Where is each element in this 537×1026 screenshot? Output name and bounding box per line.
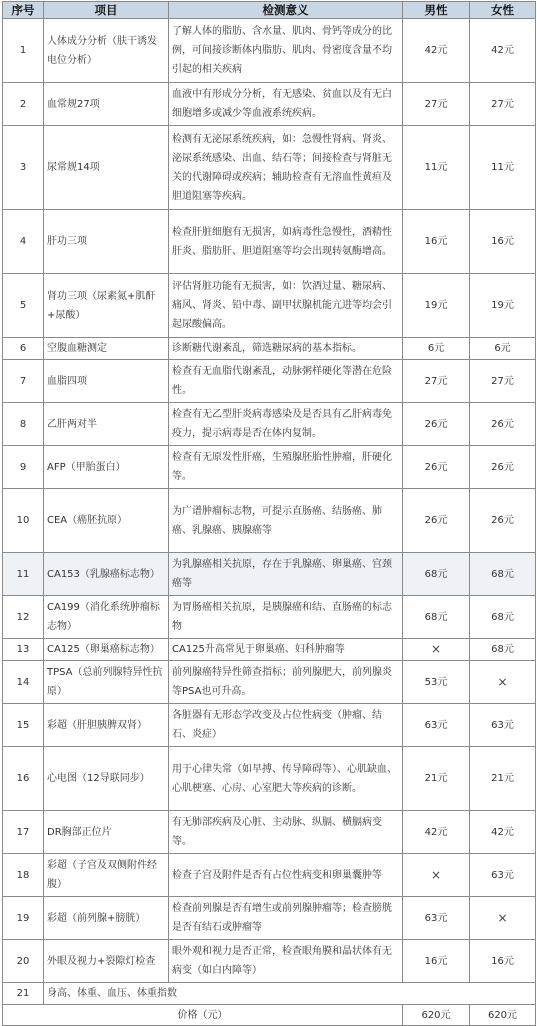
row-male-price: 21元 xyxy=(403,747,470,811)
row-item: DR胸部正位片 xyxy=(44,811,169,854)
row-no: 20 xyxy=(3,940,44,983)
table-row xyxy=(3,596,536,639)
table-row xyxy=(3,489,536,553)
row-item: 彩超（肝胆胰脾双肾） xyxy=(44,704,169,747)
checkup-price-table xyxy=(2,1,536,1026)
table-row xyxy=(3,854,536,897)
row-item: CEA（癌胚抗原） xyxy=(44,489,169,553)
row-no: 17 xyxy=(3,811,44,854)
table-row xyxy=(3,210,536,274)
row-no: 18 xyxy=(3,854,44,897)
row-female-price: 63元 xyxy=(470,704,536,747)
male-total-price: 620元 xyxy=(403,1005,470,1026)
row-female-price: 6元 xyxy=(470,338,536,360)
row-no: 1 xyxy=(3,19,44,83)
row-female-price: 63元 xyxy=(470,854,536,897)
row-no: 19 xyxy=(3,897,44,940)
row-no: 9 xyxy=(3,446,44,489)
row-item: AFP（甲胎蛋白） xyxy=(44,446,169,489)
row-meaning: 前列腺癌特异性筛查指标；前列腺肥大，前列腺炎等PSA也可升高。 xyxy=(169,661,403,704)
row-item: CA153（乳腺癌标志物） xyxy=(44,553,169,596)
row-no: 5 xyxy=(3,274,44,338)
row-female-price: 26元 xyxy=(470,446,536,489)
row-item: 人体成分分析（肤干诱发电位分析） xyxy=(44,19,169,83)
row-meaning: 为乳腺癌相关抗原，存在于乳腺癌、卵巢癌、宫颈癌等 xyxy=(169,553,403,596)
row-meaning: 检查有无血脂代谢紊乱，动脉粥样硬化等潜在危险性。 xyxy=(169,360,403,403)
row-meaning: 用于心律失常（如早搏、传导障碍等）、心肌缺血、心肌梗塞、心房、心室肥大等疾病的诊断。 xyxy=(169,747,403,811)
row-no: 2 xyxy=(3,83,44,126)
row-no: 3 xyxy=(3,126,44,210)
table-row xyxy=(3,403,536,446)
row-item: 肾功三项（尿素氮+肌酐+尿酸） xyxy=(44,274,169,338)
row-meaning: 检查有无原发性肝癌，生殖腺胚胎性肿瘤，肝硬化等。 xyxy=(169,446,403,489)
table-row xyxy=(3,811,536,854)
row-meaning: 为胃肠癌相关抗原，是胰腺癌和结、直肠癌的标志物 xyxy=(169,596,403,639)
header-male: 男性 xyxy=(403,2,470,19)
row-item: 血常规27项 xyxy=(44,83,169,126)
row-female-price: 68元 xyxy=(470,553,536,596)
row-basic-measurements-text: 身高、体重、血压、体重指数 xyxy=(44,983,536,1005)
header-item: 项目 xyxy=(44,2,169,19)
header-meaning: 检测意义 xyxy=(169,2,403,19)
table-row xyxy=(3,338,536,360)
row-male-not-applicable: × xyxy=(403,854,470,897)
row-female-price: 42元 xyxy=(470,19,536,83)
row-male-price: 63元 xyxy=(403,704,470,747)
row-item: 血脂四项 xyxy=(44,360,169,403)
row-item: CA125（卵巢癌标志物） xyxy=(44,639,169,661)
row-female-price: 26元 xyxy=(470,489,536,553)
row-male-price: 42元 xyxy=(403,19,470,83)
row-no: 4 xyxy=(3,210,44,274)
table-row xyxy=(3,19,536,83)
price-list-page xyxy=(2,1,535,1026)
table-row xyxy=(3,661,536,704)
row-meaning: 眼外观和视力是否正常，检查眼角膜和晶状体有无病变（如白内障等） xyxy=(169,940,403,983)
row-male-price: 6元 xyxy=(403,338,470,360)
table-row xyxy=(3,704,536,747)
row-no: 7 xyxy=(3,360,44,403)
row-male-price: 68元 xyxy=(403,553,470,596)
row-meaning: 检查肝脏细胞有无损害，如病毒性急慢性，酒精性肝炎、脂肪肝、胆道阻塞等均会出现转氨酶增高。 xyxy=(169,210,403,274)
row-female-price: 27元 xyxy=(470,83,536,126)
row-male-price: 26元 xyxy=(403,489,470,553)
table-footer-total-row xyxy=(3,1005,536,1026)
total-price-label: 价格（元） xyxy=(3,1005,403,1026)
row-male-price: 16元 xyxy=(403,940,470,983)
table-row xyxy=(3,83,536,126)
row-no: 15 xyxy=(3,704,44,747)
row-item: TPSA（总前列腺特异性抗原） xyxy=(44,661,169,704)
header-no: 序号 xyxy=(3,2,44,19)
row-no: 21 xyxy=(3,983,44,1005)
row-male-not-applicable: × xyxy=(403,639,470,661)
table-body xyxy=(3,19,536,1026)
row-no: 14 xyxy=(3,661,44,704)
row-meaning: 检查子宫及附件是否有占位性病变和卵巢囊肿等 xyxy=(169,854,403,897)
row-no: 10 xyxy=(3,489,44,553)
row-male-price: 63元 xyxy=(403,897,470,940)
row-meaning: 检测有无泌尿系统疾病，如：急慢性肾病、肾炎、泌尿系统感染、出血、结石等；间接检查与肾脏无关的代谢障碍或疾病；辅助检查有无溶血性黄疸及胆道阻塞等疾病。 xyxy=(169,126,403,210)
row-male-price: 26元 xyxy=(403,403,470,446)
row-female-not-applicable: × xyxy=(470,661,536,704)
table-row xyxy=(3,446,536,489)
row-male-price: 26元 xyxy=(403,446,470,489)
row-female-price: 68元 xyxy=(470,596,536,639)
row-female-not-applicable: × xyxy=(470,897,536,940)
row-female-price: 19元 xyxy=(470,274,536,338)
row-meaning: 检查有无乙型肝炎病毒感染及是否具有乙肝病毒免疫力，提示病毒是否在体内复制。 xyxy=(169,403,403,446)
row-male-price: 11元 xyxy=(403,126,470,210)
row-female-price: 27元 xyxy=(470,360,536,403)
row-male-price: 42元 xyxy=(403,811,470,854)
row-no: 6 xyxy=(3,338,44,360)
table-row xyxy=(3,747,536,811)
row-female-price: 68元 xyxy=(470,639,536,661)
row-item: 彩超（子宫及双侧附件经腹） xyxy=(44,854,169,897)
row-meaning: 有无肺部疾病及心脏、主动脉、纵膈、横膈病变等。 xyxy=(169,811,403,854)
row-female-price: 42元 xyxy=(470,811,536,854)
row-no: 16 xyxy=(3,747,44,811)
row-no: 13 xyxy=(3,639,44,661)
row-meaning: CA125升高常见于卵巢癌、妇科肿瘤等 xyxy=(169,639,403,661)
row-male-price: 16元 xyxy=(403,210,470,274)
row-item: 乙肝两对半 xyxy=(44,403,169,446)
table-row xyxy=(3,897,536,940)
row-item: 肝功三项 xyxy=(44,210,169,274)
row-item: CA199（消化系统肿瘤标志物） xyxy=(44,596,169,639)
row-female-price: 16元 xyxy=(470,210,536,274)
row-female-price: 26元 xyxy=(470,403,536,446)
row-female-price: 16元 xyxy=(470,940,536,983)
row-item: 空腹血糖测定 xyxy=(44,338,169,360)
row-no: 12 xyxy=(3,596,44,639)
row-item: 尿常规14项 xyxy=(44,126,169,210)
row-meaning: 评估肾脏功能有无损害，如：饮酒过量、糖尿病、痛风、肾炎、铅中毒、副甲状腺机能亢进等均会引起尿酸偏高。 xyxy=(169,274,403,338)
row-meaning: 了解人体的脂肪、含水量、肌肉、骨钙等成分的比例，可间接诊断体内脂肪、肌肉、骨密度含量不均引起的相关疾病 xyxy=(169,19,403,83)
female-total-price: 620元 xyxy=(470,1005,536,1026)
row-item: 彩超（前列腺+膀胱） xyxy=(44,897,169,940)
row-male-price: 68元 xyxy=(403,596,470,639)
row-no: 11 xyxy=(3,553,44,596)
row-female-price: 21元 xyxy=(470,747,536,811)
table-header-row xyxy=(3,2,536,19)
row-item: 心电图（12导联同步） xyxy=(44,747,169,811)
row-item: 外眼及视力+裂隙灯检查 xyxy=(44,940,169,983)
table-row xyxy=(3,553,536,596)
table-row xyxy=(3,940,536,983)
row-female-price: 11元 xyxy=(470,126,536,210)
row-male-price: 27元 xyxy=(403,83,470,126)
row-meaning: 为广谱肿瘤标志物，可提示直肠癌、结肠癌、肺癌、乳腺癌、胰腺癌等 xyxy=(169,489,403,553)
table-row xyxy=(3,360,536,403)
row-no: 8 xyxy=(3,403,44,446)
table-row-basic-measurements xyxy=(3,983,536,1005)
row-meaning: 诊断糖代谢紊乱，筛选糖尿病的基本指标。 xyxy=(169,338,403,360)
row-male-price: 53元 xyxy=(403,661,470,704)
row-meaning: 血液中有形成分分析，有无感染、贫血以及有无白细胞增多或减少等血液系统疾病。 xyxy=(169,83,403,126)
table-row xyxy=(3,274,536,338)
table-row xyxy=(3,126,536,210)
row-meaning: 检查前列腺是否有增生或前列腺肿瘤等；检查膀胱是否有结石或肿瘤等 xyxy=(169,897,403,940)
header-female: 女性 xyxy=(470,2,536,19)
row-male-price: 27元 xyxy=(403,360,470,403)
row-meaning: 各脏器有无形态学改变及占位性病变（肿瘤、结石、炎症） xyxy=(169,704,403,747)
row-male-price: 19元 xyxy=(403,274,470,338)
table-row xyxy=(3,639,536,661)
